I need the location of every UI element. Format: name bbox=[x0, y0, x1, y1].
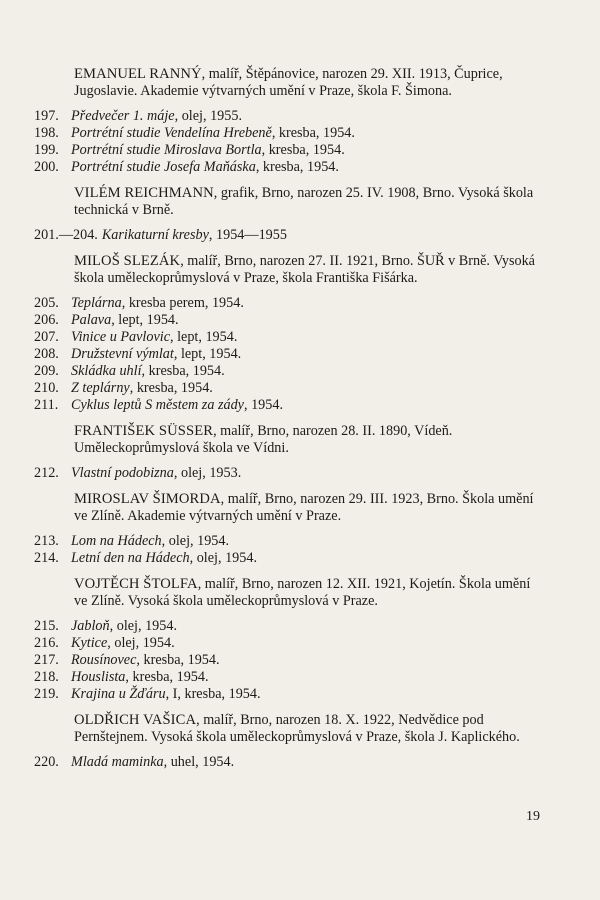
work-title: Vinice u Pavlovic bbox=[71, 329, 170, 345]
works-list bbox=[34, 295, 540, 414]
work-title: Předvečer 1. máje bbox=[71, 108, 175, 124]
work-details: , lept, 1954. bbox=[170, 329, 238, 345]
work-number: 212. bbox=[34, 465, 59, 481]
work-title: Lom na Hádech bbox=[71, 533, 162, 549]
work-details: , kresba, 1954. bbox=[125, 669, 209, 685]
work-title: Karikaturní kresby bbox=[101, 227, 209, 243]
work-number: 206. bbox=[34, 312, 59, 328]
work-details: , olej, 1954. bbox=[107, 635, 175, 651]
artist-bio: , malíř, Brno, narozen 12. XII. 1921, Kojetín. Škola umění ve Zlíně. Vysoká škola uměleckoprůmyslová v Praze. bbox=[74, 576, 531, 609]
works-list bbox=[34, 465, 540, 482]
artist-name: EMANUEL RANNÝ bbox=[74, 66, 202, 82]
work-item bbox=[34, 159, 540, 176]
work-item bbox=[34, 550, 540, 567]
work-text bbox=[71, 108, 242, 125]
work-item bbox=[34, 108, 540, 125]
work-number: 213. bbox=[34, 533, 59, 549]
work-details: , kresba, 1954. bbox=[129, 380, 213, 396]
works-list bbox=[34, 618, 540, 703]
works-list bbox=[34, 533, 540, 567]
work-number: 220. bbox=[34, 754, 59, 770]
work-text bbox=[71, 618, 177, 635]
artist-entry bbox=[74, 712, 540, 746]
work-text bbox=[71, 397, 283, 414]
work-text bbox=[71, 635, 175, 652]
work-title: Houslista bbox=[71, 669, 126, 685]
work-number: 209. bbox=[34, 363, 59, 379]
work-details: , kresba, 1954. bbox=[271, 125, 355, 141]
artist-bio: , malíř, Brno, narozen 18. X. 1922, Nedvědice pod Pernštejnem. Vysoká škola uměleckoprůmyslová v Praze, škola J. Kaplického. bbox=[74, 712, 520, 745]
work-item bbox=[34, 380, 540, 397]
work-number: 199. bbox=[34, 142, 59, 158]
work-title: Cyklus leptů S městem za zády bbox=[71, 397, 244, 413]
work-number: 207. bbox=[34, 329, 59, 345]
work-title: Palava bbox=[71, 312, 112, 328]
artist-entry bbox=[74, 423, 540, 457]
work-number: 201.—204. bbox=[34, 227, 98, 243]
work-title: Vlastní podobizna bbox=[71, 465, 174, 481]
work-item bbox=[34, 295, 540, 312]
work-title: Rousínovec bbox=[71, 652, 137, 668]
work-number: 215. bbox=[34, 618, 59, 634]
work-title: Družstevní výmlat bbox=[71, 346, 174, 362]
work-text bbox=[71, 669, 209, 686]
work-number: 197. bbox=[34, 108, 59, 124]
work-details: , kresba perem, 1954. bbox=[121, 295, 244, 311]
work-item bbox=[34, 142, 540, 159]
artist-name: OLDŘICH VAŠICA bbox=[74, 712, 197, 728]
work-text bbox=[71, 346, 241, 363]
works-list bbox=[34, 754, 540, 771]
work-number: 205. bbox=[34, 295, 59, 311]
artist-entry bbox=[74, 576, 540, 610]
work-item bbox=[34, 754, 540, 771]
work-item bbox=[34, 635, 540, 652]
work-item bbox=[34, 329, 540, 346]
work-text bbox=[71, 550, 257, 567]
work-text bbox=[71, 295, 244, 312]
work-details: , kresba, 1954. bbox=[141, 363, 225, 379]
work-number: 219. bbox=[34, 686, 59, 702]
work-number: 218. bbox=[34, 669, 59, 685]
work-details: , kresba, 1954. bbox=[136, 652, 220, 668]
work-text bbox=[71, 363, 225, 380]
work-text bbox=[71, 533, 229, 550]
artist-bio: , grafik, Brno, narozen 25. IV. 1908, Brno. Vysoká škola technická v Brně. bbox=[74, 185, 534, 218]
work-number: 217. bbox=[34, 652, 59, 668]
work-text bbox=[71, 652, 220, 669]
work-details: , uhel, 1954. bbox=[163, 754, 235, 770]
work-text bbox=[71, 125, 355, 142]
work-number: 200. bbox=[34, 159, 59, 175]
work-title: Z teplárny bbox=[71, 380, 130, 396]
artist-entry bbox=[74, 66, 540, 100]
work-number: 210. bbox=[34, 380, 59, 396]
work-text bbox=[71, 465, 241, 482]
work-title: Kytice bbox=[71, 635, 108, 651]
artist-entry bbox=[74, 185, 540, 219]
artist-bio: , malíř, Brno, narozen 29. III. 1923, Brno. Škola umění ve Zlíně. Akademie výtvarných umění v Praze. bbox=[74, 491, 534, 524]
work-item bbox=[34, 652, 540, 669]
artist-name: MIROSLAV ŠIMORDA bbox=[74, 491, 221, 507]
page-number: 19 bbox=[526, 809, 540, 824]
work-item bbox=[34, 618, 540, 635]
artist-name: FRANTIŠEK SÜSSER bbox=[74, 423, 214, 439]
work-text bbox=[71, 754, 234, 771]
work-details: , lept, 1954. bbox=[111, 312, 179, 328]
work-item bbox=[34, 346, 540, 363]
artist-entry bbox=[74, 491, 540, 525]
work-details: , kresba, 1954. bbox=[261, 142, 345, 158]
work-title: Skládka uhlí bbox=[71, 363, 142, 379]
work-title: Portrétní studie Vendelína Hrebeně bbox=[71, 125, 272, 141]
work-item bbox=[34, 669, 540, 686]
work-number: 216. bbox=[34, 635, 59, 651]
work-details: , olej, 1955. bbox=[174, 108, 242, 124]
works-list bbox=[34, 108, 540, 176]
work-details: , lept, 1954. bbox=[173, 346, 242, 362]
work-title: Mladá maminka bbox=[71, 754, 164, 770]
work-text bbox=[71, 329, 237, 346]
work-text bbox=[71, 686, 261, 703]
work-item bbox=[34, 363, 540, 380]
artist-bio: , malíř, Štěpánovice, narozen 29. XII. 1913, Čuprice, Jugoslavie. Akademie výtvarných umění v Praze, škola F. Šimona. bbox=[74, 66, 503, 99]
work-item bbox=[34, 397, 540, 414]
works-list bbox=[34, 227, 540, 244]
work-item bbox=[34, 125, 540, 142]
work-details: , olej, 1954. bbox=[161, 533, 230, 549]
artist-name: VOJTĚCH ŠTOLFA bbox=[74, 576, 198, 592]
work-title: Jabloň bbox=[71, 618, 110, 634]
work-item bbox=[34, 686, 540, 703]
artist-entry bbox=[74, 253, 540, 287]
catalog-content bbox=[34, 66, 540, 780]
work-item bbox=[34, 312, 540, 329]
artist-name: MILOŠ SLEZÁK bbox=[74, 253, 181, 269]
artist-bio: , malíř, Brno, narozen 27. II. 1921, Brno. ŠUŘ v Brně. Vysoká škola uměleckoprůmyslová v Praze, škola Františka Fišárka. bbox=[74, 253, 535, 286]
work-item bbox=[34, 533, 540, 550]
work-text bbox=[71, 380, 213, 397]
work-title: Letní den na Hádech bbox=[71, 550, 190, 566]
artist-name: VILÉM REICHMANN bbox=[74, 185, 214, 201]
work-text bbox=[71, 159, 339, 176]
work-details: , 1954. bbox=[243, 397, 283, 413]
work-number: 198. bbox=[34, 125, 59, 141]
work-item bbox=[34, 227, 540, 244]
work-number: 214. bbox=[34, 550, 59, 566]
work-text bbox=[102, 227, 287, 244]
work-title: Krajina u Žďáru bbox=[71, 686, 166, 702]
work-number: 211. bbox=[34, 397, 59, 413]
artist-bio: , malíř, Brno, narozen 28. II. 1890, Vídeň. Uměleckoprůmyslová škola ve Vídni. bbox=[74, 423, 453, 456]
work-item bbox=[34, 465, 540, 482]
work-title: Portrétní studie Miroslava Bortla bbox=[71, 142, 262, 158]
work-details: , olej, 1953. bbox=[173, 465, 242, 481]
work-text bbox=[71, 142, 345, 159]
work-details: , olej, 1954. bbox=[189, 550, 257, 566]
work-details: , I, kresba, 1954. bbox=[165, 686, 261, 702]
work-details: , olej, 1954. bbox=[109, 618, 178, 634]
work-number: 208. bbox=[34, 346, 59, 362]
work-details: , kresba, 1954. bbox=[255, 159, 339, 175]
work-title: Teplárna bbox=[71, 295, 122, 311]
work-title: Portrétní studie Josefa Maňáska bbox=[71, 159, 256, 175]
work-text bbox=[71, 312, 179, 329]
work-details: , 1954—1955 bbox=[208, 227, 287, 243]
